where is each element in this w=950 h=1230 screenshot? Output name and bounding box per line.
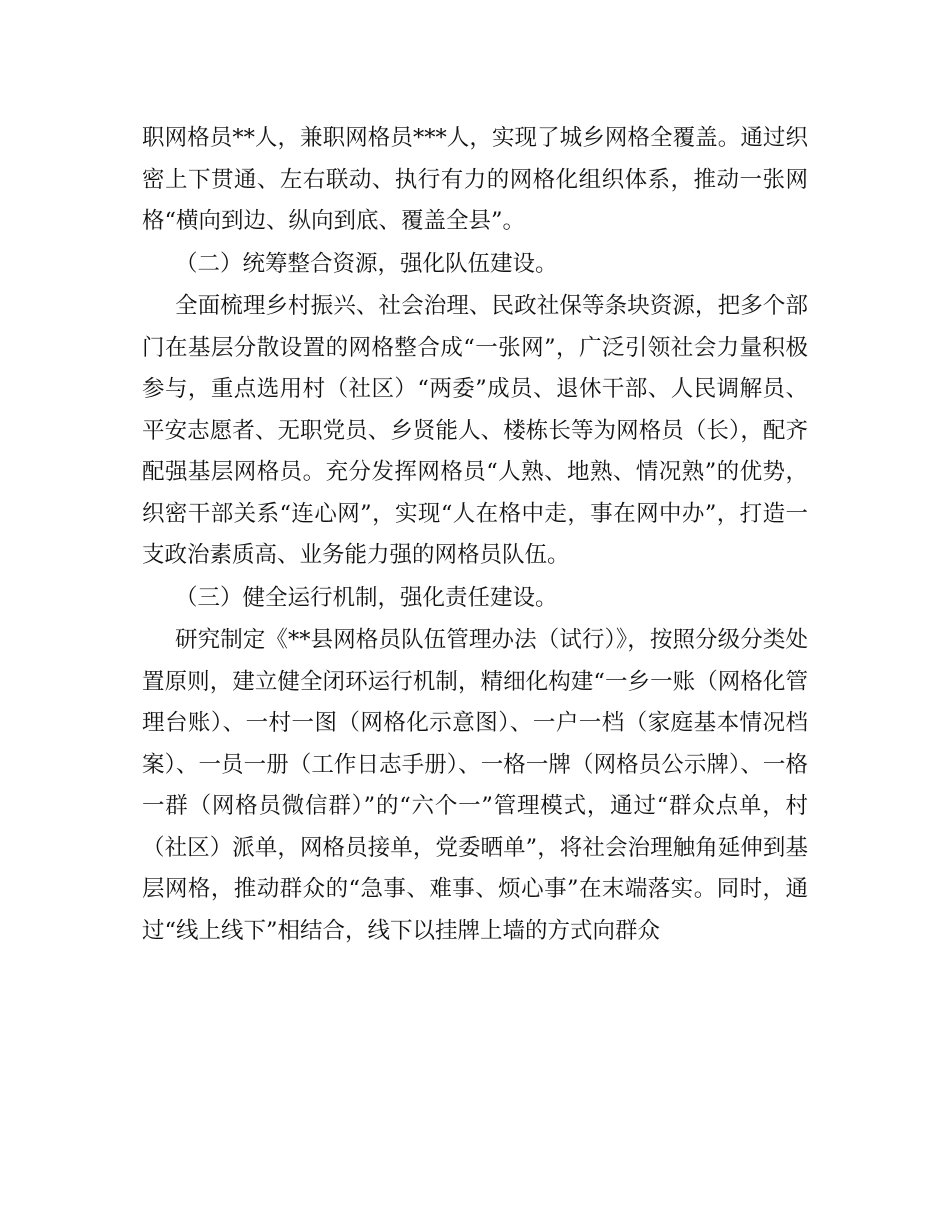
body-paragraph-3: 研究制定《**县网格员队伍管理办法（试行）》，按照分级分类处置原则，建立健全闭环运行机制，精细化构建“一乡一账（网格化管理台账）、一村一图（网格化示意图）、一户一档（家庭基本情况档案）、一员一册（工作日志手册）、一格一牌（网格员公示牌）、一格一群（网格员微信群）”的“六个一”管理模式，通过“群众点单，村（社区）派单，网格员接单，党委晒单”，将社会治理触角延伸到基层网格，推动群众的“急事、难事、烦心事”在末端落实。同时，通过“线上线下”相结合，线下以挂牌上墙的方式向群众 xyxy=(142,627,808,944)
body-paragraph-1: 职网格员**人，兼职网格员***人，实现了城乡网格全覆盖。通过织密上下贯通、左右联动、执行有力的网格化组织体系，推动一张网格“横向到边、纵向到底、覆盖全县”。 xyxy=(142,125,808,234)
section-heading-3: （三）健全运行机制，强化责任建设。 xyxy=(175,584,558,611)
document-page xyxy=(142,118,808,952)
body-paragraph-2: 全面梳理乡村振兴、社会治理、民政社保等条块资源，把多个部门在基层分散设置的网格整合成“一张网”，广泛引领社会力量积极参与，重点选用村（社区）“两委”成员、退休干部、人民调解员、平安志愿者、无职党员、乡贤能人、楼栋长等为网格员（长），配齐配强基层网格员。充分发挥网格员“人熟、地熟、情况熟”的优势，织密干部关系“连心网”，实现“人在格中走，事在网中办”，打造一支政治素质高、业务能力强的网格员队伍。 xyxy=(142,293,808,568)
section-heading-2: （二）统筹整合资源，强化队伍建设。 xyxy=(175,250,558,277)
